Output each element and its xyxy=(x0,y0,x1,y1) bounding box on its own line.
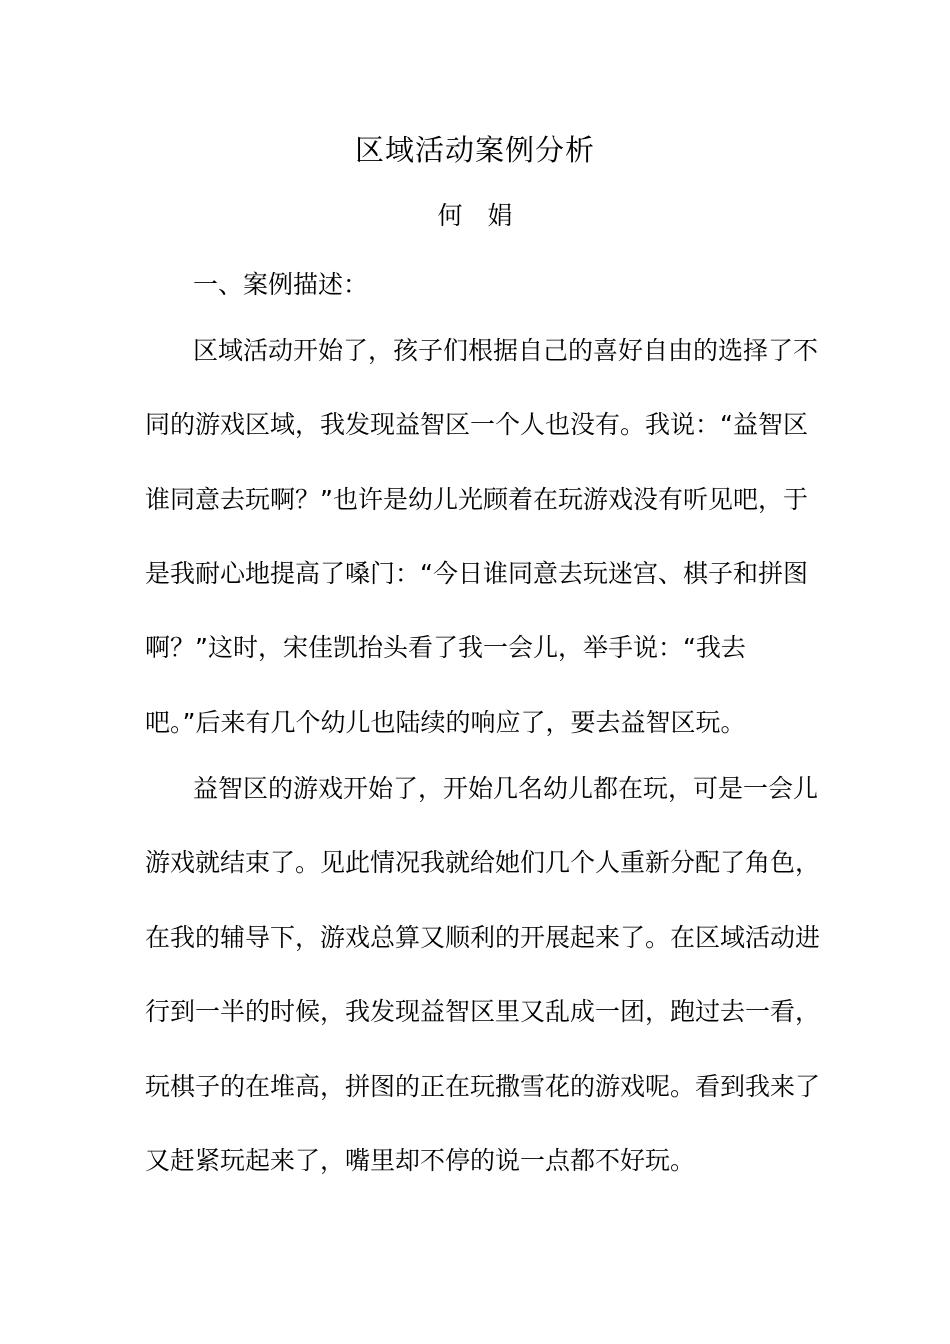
paragraph-line: 行到一半的时候，我发现益智区里又乱成一团，跑过去一看， xyxy=(145,997,821,1026)
paragraph-line: 吧。”后来有几个幼儿也陆续的响应了，要去益智区玩。 xyxy=(145,708,746,737)
paragraph-line: 同的游戏区域，我发现益智区一个人也没有。我说：“益智区 xyxy=(145,410,808,439)
document-author: 何 娟 xyxy=(437,201,513,230)
paragraph-line: 益智区的游戏开始了，开始几名幼儿都在玩，可是一会儿 xyxy=(193,774,819,803)
paragraph-line: 在我的辅导下，游戏总算又顺利的开展起来了。在区域活动进 xyxy=(145,923,821,952)
paragraph-line: 玩棋子的在堆高，拼图的正在玩撒雪花的游戏呢。看到我来了 xyxy=(145,1072,821,1101)
document-title: 区域活动案例分析 xyxy=(354,133,595,167)
paragraph-line: 啊？”这时，宋佳凯抬头看了我一会儿，举手说：“我去 xyxy=(145,633,746,662)
paragraph-line: 区域活动开始了，孩子们根据自己的喜好自由的选择了不 xyxy=(193,336,819,365)
paragraph-line: 谁同意去玩啊？”也许是幼儿光顾着在玩游戏没有听见吧，于 xyxy=(145,485,808,514)
paragraph-line: 游戏就结束了。见此情况我就给她们几个人重新分配了角色， xyxy=(145,848,821,877)
paragraph-line: 又赶紧玩起来了，嘴里却不停的说一点都不好玩。 xyxy=(145,1146,696,1175)
paragraph-line: 是我耐心地提高了嗓门：“今日谁同意去玩迷宫、棋子和拼图 xyxy=(145,559,808,588)
section-heading: 一、案例描述： xyxy=(193,270,369,299)
